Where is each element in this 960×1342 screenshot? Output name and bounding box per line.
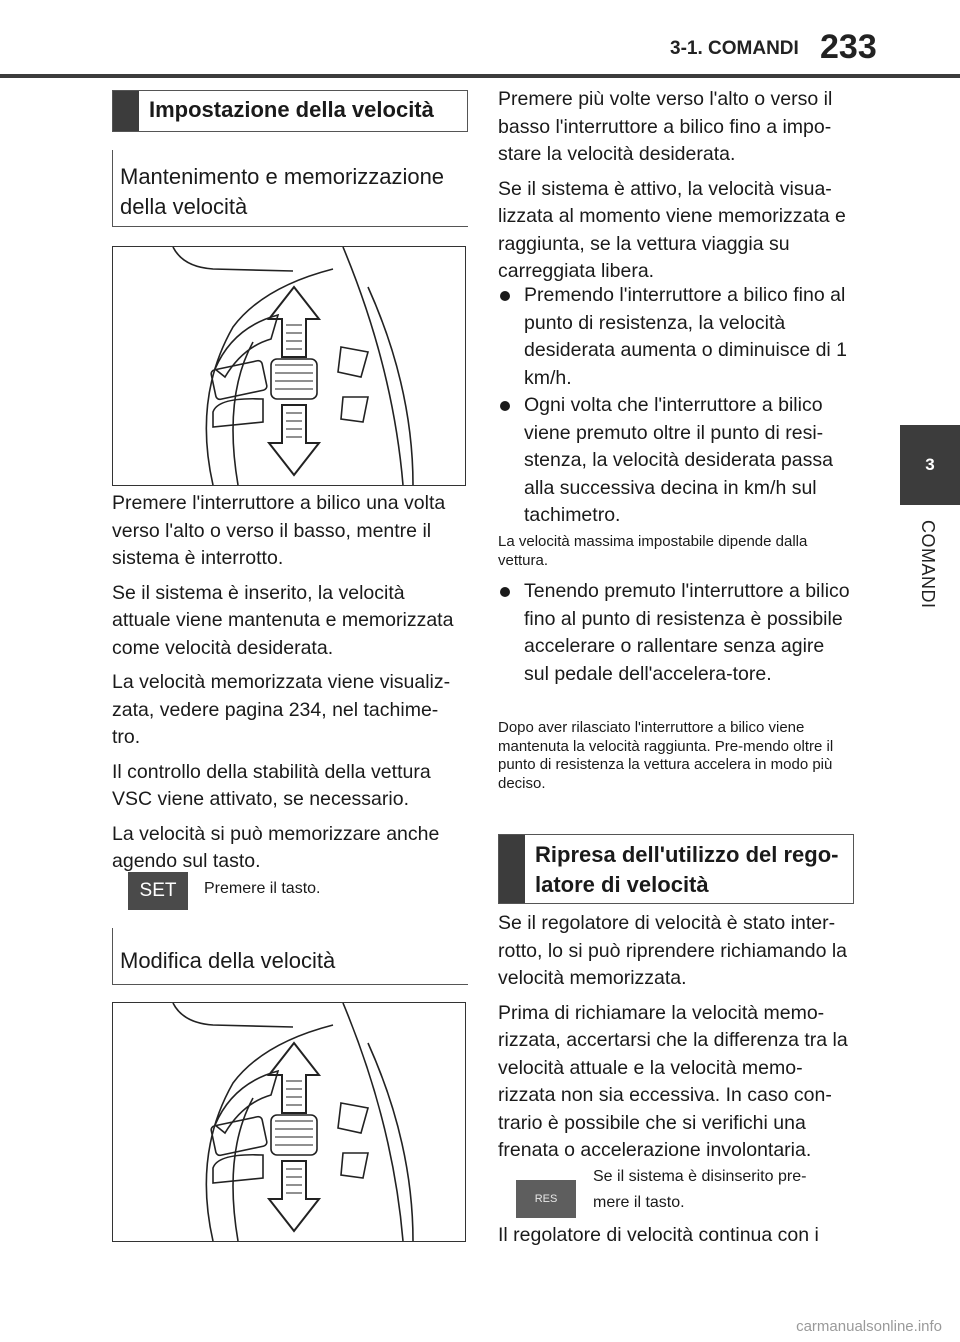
paragraph: Il controllo della stabilità della vettura VSC viene attivato, se necessario. (112, 760, 431, 810)
steering-switch-figure-1 (112, 246, 466, 486)
steering-switch-figure-2 (112, 1002, 466, 1242)
box-title: Ripresa dell'utilizzo del rego-latore di velocità (535, 842, 839, 897)
paragraph: Prima di richiamare la velocità memo-rizzata, accertarsi che la differenza tra la velocità attuale e la velocità memo-rizzata non sia eccessiva. In caso con-trario è possibile che si verifichi una frenata o accelerazione involontaria. (498, 1001, 848, 1161)
page-number: 233 (820, 28, 877, 66)
subhead-rule (112, 226, 468, 227)
paragraph: Se il regolatore di velocità è stato inter-rotto, lo si può riprendere richiamando la velocità memorizzata. (498, 912, 848, 989)
note: La velocità massima impostabile dipende dalla vettura. (498, 533, 808, 569)
right-paragraphs-1 (498, 86, 850, 286)
box-title: Impostazione della velocità (149, 97, 434, 122)
set-key-caption: Premere il tasto. (204, 880, 321, 897)
steering-switch-illustration (113, 247, 465, 485)
right-paragraphs-2 (498, 910, 850, 1165)
subhead-rule-2 (112, 984, 468, 985)
box-accent-bar (113, 91, 139, 131)
paragraph: Se il sistema è attivo, la velocità visua-lizzata al momento viene memorizzata e raggiunta, se la vettura viaggia su carreggiata libera. (498, 177, 846, 282)
res-key-caption: Se il sistema è disinserito pre-mere il tasto. (593, 1168, 807, 1211)
subhead-vrule-2 (112, 928, 113, 984)
paragraph: Il regolatore di velocità continua con i (498, 1224, 819, 1246)
paragraph: La velocità memorizzata viene visualiz-zata, vedere pagina 234, nel tachime-tro. (112, 671, 451, 748)
subhead-vrule (112, 150, 113, 226)
res-key-icon: RES (516, 1180, 576, 1218)
subhead-modify: Modifica della velocità (120, 948, 336, 973)
paragraph: La velocità si può memorizzare anche agendo sul tasto. (112, 822, 440, 872)
chapter-label: COMANDI (918, 520, 938, 609)
steering-switch-illustration (113, 1003, 465, 1241)
subhead-maintain: Mantenimento e memorizzazione della velocità (120, 164, 445, 219)
chapter-tab: 3 (900, 425, 960, 505)
left-paragraphs-1 (112, 490, 462, 876)
paragraph: Se il sistema è inserito, la velocità attuale viene mantenuta e memorizzata come velocità desiderata. (112, 581, 454, 659)
bullet-item: Ogni volta che l'interruttore a bilico viene premuto oltre il punto di resi-stenza, la velocità desiderata passa alla successiva decina in km/h sul tachimetro. (498, 392, 848, 530)
header-rule (0, 74, 960, 78)
paragraph: Premere l'interruttore a bilico una volta verso l'alto o verso il basso, mentre il sistema è interrotto. (112, 492, 446, 569)
section-box-resume (498, 834, 854, 904)
paragraph: Premere più volte verso l'alto o verso il basso l'interruttore a bilico fino a impo-stare la velocità desiderata. (498, 88, 833, 165)
section-box-speed-setting (112, 90, 468, 132)
bullet-item: Tenendo premuto l'interruttore a bilico fino al punto di resistenza è possibile accelerare o rallentare senza agire sul pedale dell'accelera-tore. (498, 578, 854, 688)
bullet-item: Premendo l'interruttore a bilico fino al punto di resistenza, la velocità desiderata aumenta o diminuisce di 1 km/h. (498, 282, 848, 392)
note: Dopo aver rilasciato l'interruttore a bilico viene mantenuta la velocità raggiunta. Pre-mendo oltre il punto di resistenza la vettura accelera in modo più deciso. (498, 719, 834, 792)
box-accent-bar (499, 835, 525, 903)
watermark: carmanualsonline.info (796, 1318, 942, 1335)
section-title: 3-1. COMANDI (670, 38, 799, 59)
set-key-icon: SET (128, 872, 188, 910)
